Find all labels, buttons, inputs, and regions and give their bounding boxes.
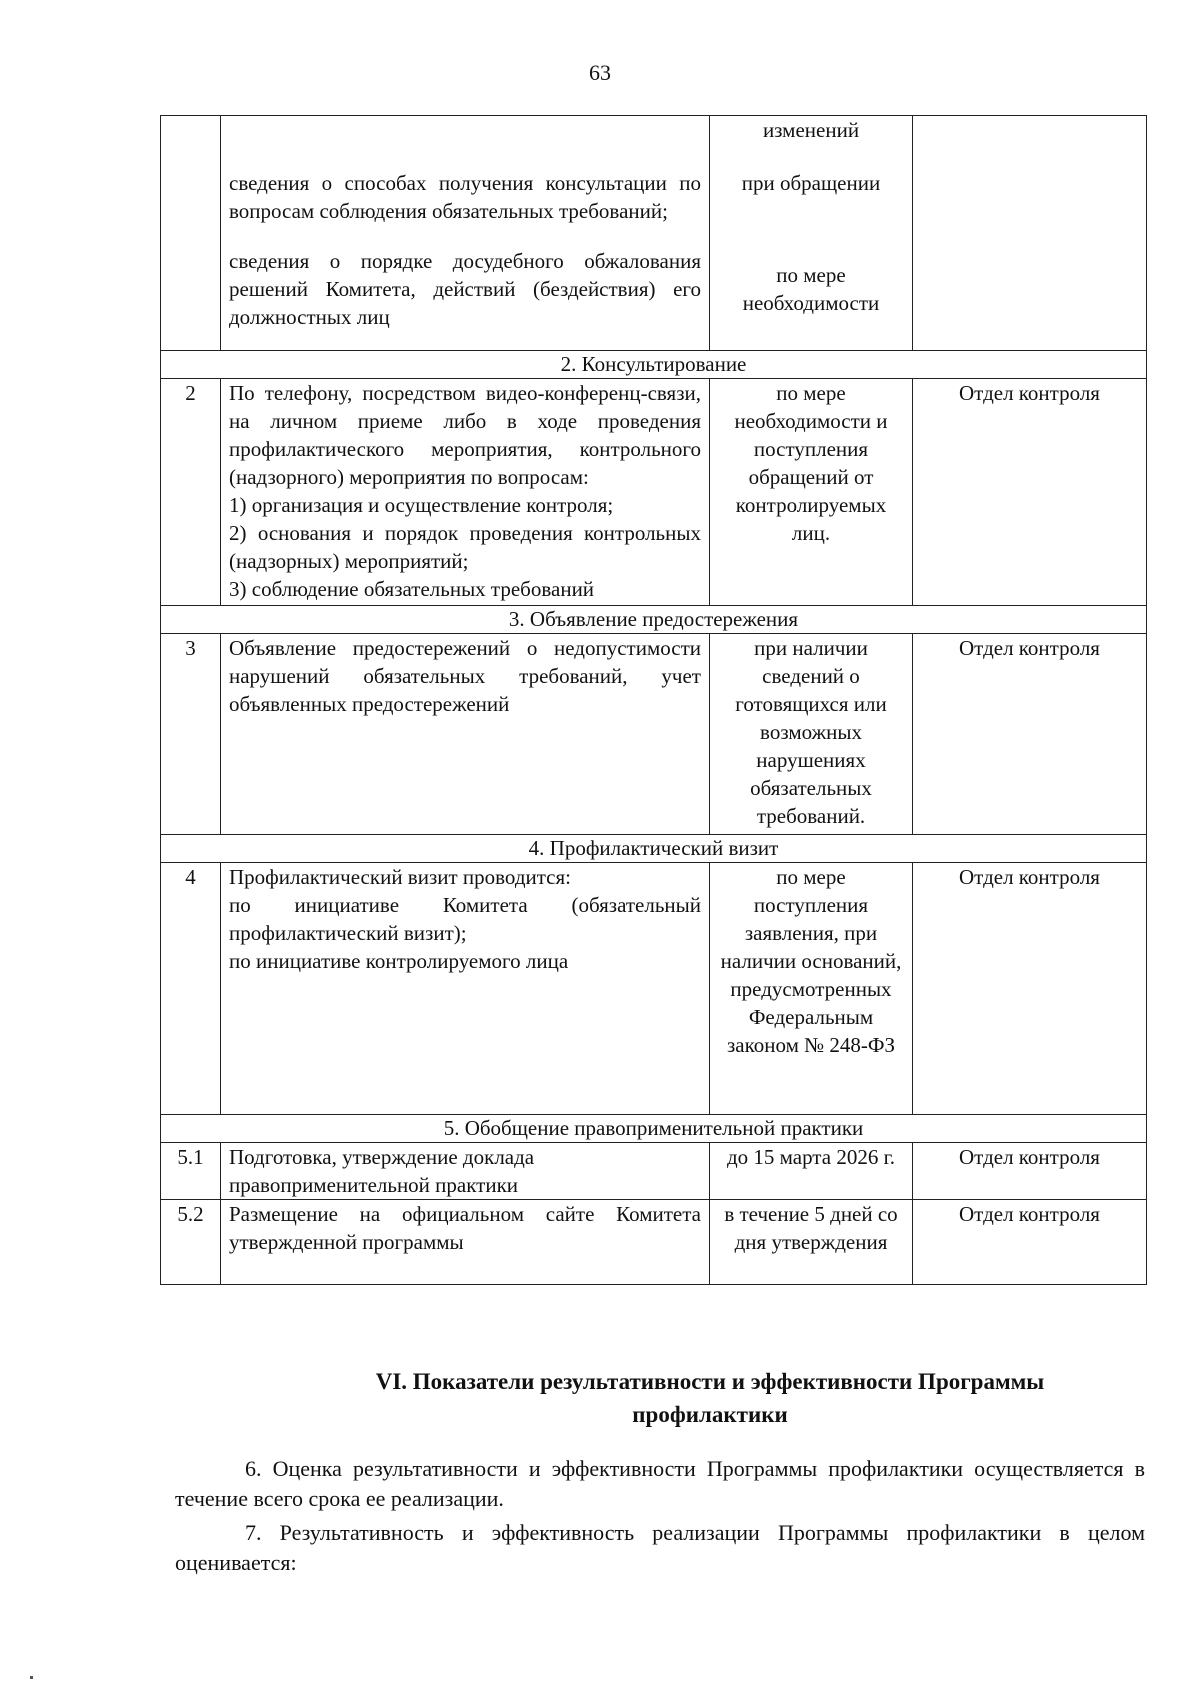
responsible-cell: Отдел контроля [913,863,1147,1115]
description-cell [221,863,710,1115]
info-item: сведения о способах получения консультации по вопросам соблюдения обязательных требований; [229,171,701,223]
timing-cell: до 15 марта 2026 г. [710,1143,913,1200]
section-title: 2. Консультирование [161,351,1147,379]
section-title: 5. Обобщение правоприменительной практики [161,1115,1147,1143]
paragraph: 7. Результативность и эффективность реализации Программы профилактики в целом оценивается: [175,1520,1145,1575]
description-text: по инициативе Комитета (обязательный профилактический визит); [229,893,701,945]
section-title: 4. Профилактический визит [161,835,1147,863]
row-number: 4 [161,863,221,1115]
table-row [161,1143,1147,1200]
timing-cell: по мере поступления заявления, при наличии оснований, предусмотренных Федеральным законом № 248-ФЗ [710,863,913,1115]
table-row [161,863,1147,1115]
table-row [161,116,1147,351]
info-item: сведения о порядке досудебного обжалования решений Комитета, действий (бездействия) его должностных лиц [229,249,701,329]
row-number-cell [161,116,221,351]
description-text: по инициативе контролируемого лица [229,949,569,973]
responsible-cell [913,116,1147,351]
section-header-row [161,835,1147,863]
description-text: Профилактический визит проводится: [229,865,571,889]
row-number: 5.2 [161,1200,221,1285]
responsible-cell: Отдел контроля [913,634,1147,835]
section-header-row [161,606,1147,634]
responsible-cell: Отдел контроля [913,379,1147,606]
description-text: Подготовка, утверждение доклада правоприменительной практики [221,1143,710,1200]
responsible-cell: Отдел контроля [913,1200,1147,1285]
description-text: 3) соблюдение обязательных требований [229,577,595,601]
description-text: По телефону, посредством видео-конференц-связи, на личном приеме либо в ходе проведения профилактического мероприятия, контрольного (надзорного) мероприятия по вопросам: [229,381,701,489]
table-row [161,1200,1147,1285]
description-cell [221,116,710,351]
timing-text: изменений [762,118,860,142]
row-number: 5.1 [161,1143,221,1200]
timing-text: по мере необходимости [742,263,880,315]
scan-dot [30,1676,33,1679]
section-title: 3. Объявление предостережения [161,606,1147,634]
page-number: 63 [589,60,611,85]
description-text: 1) организация и осуществление контроля; [229,493,614,517]
paragraph: 6. Оценка результативности и эффективности Программы профилактики осуществляется в течение всего срока ее реализации. [175,1456,1145,1511]
timing-cell: в течение 5 дней со дня утверждения [710,1200,913,1285]
timing-cell: при наличии сведений о готовящихся или возможных нарушениях обязательных требований. [710,634,913,835]
timing-cell: по мере необходимости и поступления обращений от контролируемых лиц. [710,379,913,606]
section-heading: VI. Показатели результативности и эффективности Программы профилактики [375,1369,1045,1427]
prevention-measures-table [160,115,1147,1285]
timing-cell [710,116,913,351]
table-row [161,634,1147,835]
section-header-row [161,1115,1147,1143]
description-text: Объявление предостережений о недопустимости нарушений обязательных требований, учет объявленных предостережений [221,634,710,835]
description-text: Размещение на официальном сайте Комитета утвержденной программы [221,1200,710,1285]
timing-text: при обращении [741,171,881,195]
row-number: 3 [161,634,221,835]
section-header-row [161,351,1147,379]
table-row [161,379,1147,606]
responsible-cell: Отдел контроля [913,1143,1147,1200]
row-number: 2 [161,379,221,606]
description-text: 2) основания и порядок проведения контрольных (надзорных) мероприятий; [229,521,701,573]
description-cell [221,379,710,606]
